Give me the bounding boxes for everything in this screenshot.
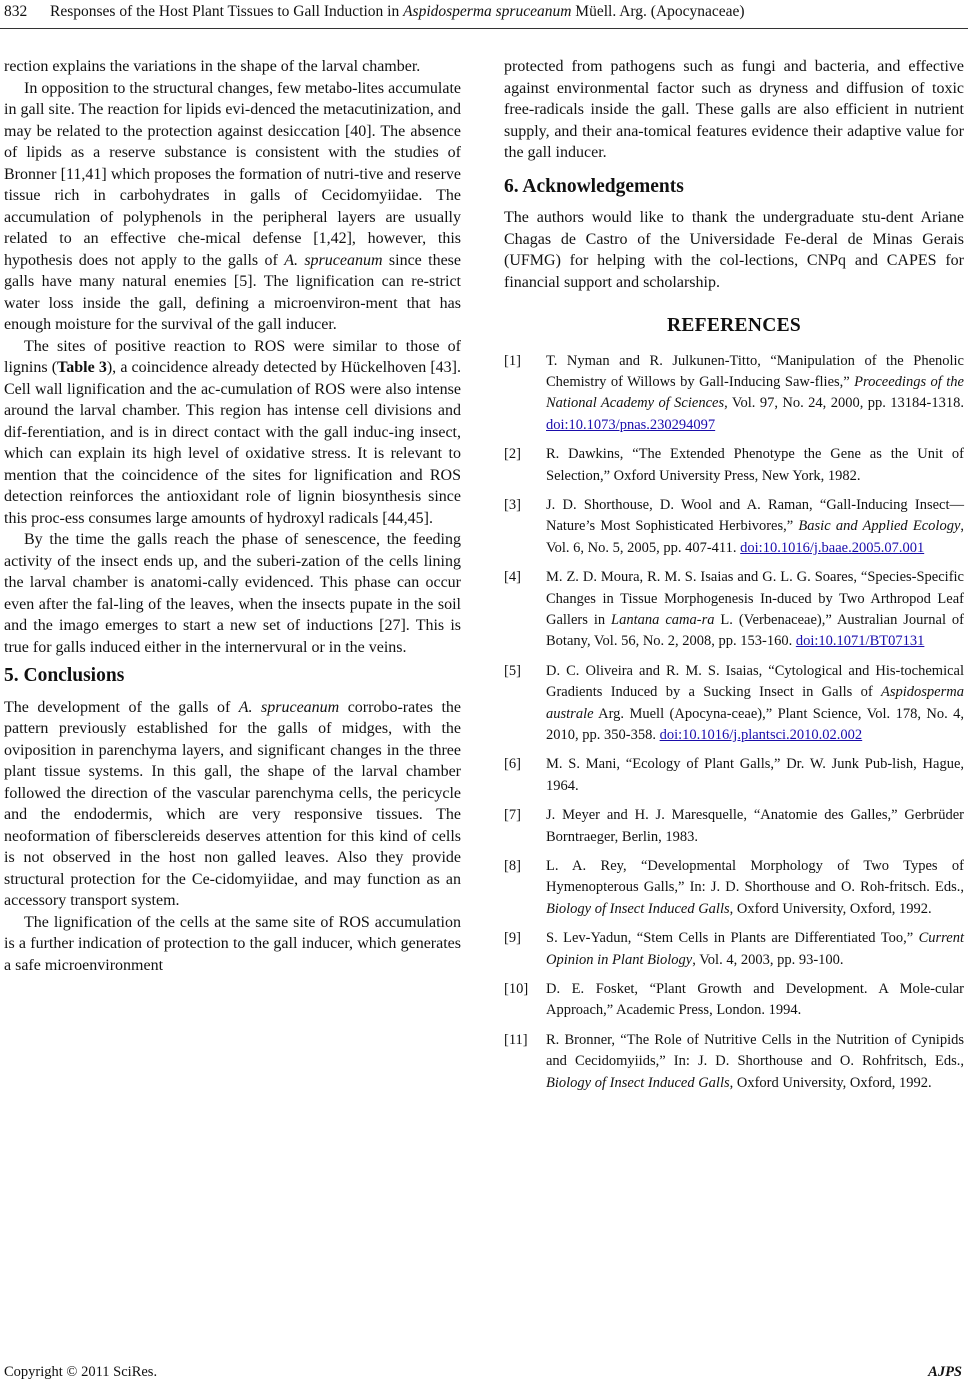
left-column <box>4 56 461 976</box>
running-title <box>50 3 745 21</box>
header-rule <box>0 28 968 29</box>
paragraph: The sites of positive reaction to ROS were similar to those of lignins (Table 3), a coincidence already detected by Hückelhoven [43]. Cell wall lignification and the ac-cumulation of ROS were also intense around the larval chamber. This region has intense cell divisions and dif-ferentiation, and is in direct contact with the gall induc-ing insect, which can explain its high level of oxidative stress. It is relevant to mention that the coincidence of the sites for lignification and ROS detection reinforces the antioxidant role of lignin biosynthesis since this proc-ess consumes large amounts of hydroxyl radicals [44,45]. <box>4 337 462 527</box>
reference-item: [3] J. D. Shorthouse, D. Wool and A. Raman, “Gall-Inducing Insect—Nature’s Most Sophisticated Herbivores,” Basic and Applied Ecology, Vol. 6, No. 5, 2005, pp. 407-411. doi:10.1016/j.baae.2005.07.001 <box>504 496 965 556</box>
paragraph: protected from pathogens such as fungi and bacteria, and effective against environmental factor such as dryness and diffusion of toxic free-radicals inside the gall. These galls are also efficient in nutrient supply, and their ana-tomical features evidence their adaptive value for the gall inducer. <box>504 58 964 161</box>
reference-item: [1] T. Nyman and R. Julkunen-Titto, “Manipulation of the Phenolic Chemistry of Willows by Gall-Inducing Saw-flies,” Proceedings of the National Academy of Sciences, Vol. 97, No. 24, 2000, pp. 13184-1318. doi:10.1073/pnas.230294097 <box>504 352 965 433</box>
reference-item: [6] M. S. Mani, “Ecology of Plant Galls,” Dr. W. Junk Pub-lish, Hague, 1964. <box>504 756 964 794</box>
running-title-species: Aspidosperma spruceanum <box>403 3 572 20</box>
paragraph: The authors would like to thank the undergraduate stu-dent Ariane Chagas de Castro of the Universidade Fe-deral de Minas Gerais (UFMG) for helping with the col-lections, CNPq and CAPES for financial support and scholarship. <box>504 209 964 291</box>
section-heading-conclusions: 5. Conclusions <box>4 665 125 686</box>
copyright: Copyright © 2011 SciRes. <box>4 1364 158 1380</box>
reference-number: [11] <box>504 1031 528 1048</box>
reference-number: [1] <box>504 352 521 369</box>
reference-item: [9] S. Lev-Yadun, “Stem Cells in Plants are Differentiated Too,” Current Opinion in Plant Biology, Vol. 4, 2003, pp. 93-100. <box>504 930 964 968</box>
reference-number: [10] <box>504 981 529 998</box>
references-heading: REFERENCES <box>666 315 802 336</box>
reference-number: [7] <box>504 807 521 824</box>
reference-item: [2] R. Dawkins, “The Extended Phenotype the Gene as the Unit of Selection,” Oxford University Press, New York, 1982. <box>504 446 964 484</box>
paragraph: The lignification of the cells at the same site of ROS accumulation is a further indication of protection to the gall inducer, which generates a safe microenvironment <box>4 913 461 974</box>
reference-number: [3] <box>504 496 521 513</box>
journal-name: AJPS <box>928 1364 962 1380</box>
reference-number: [9] <box>504 930 521 947</box>
reference-number: [8] <box>504 858 521 875</box>
reference-item: [5] D. C. Oliveira and R. M. S. Isaias, “Cytological and His-tochemical Gradients Induced by a Sucking Insect in Galls of Aspidosperma australe Arg. Muell (Apocyna-ceae),” Plant Science, Vol. 178, No. 4, 2010, pp. 350-358. doi:10.1016/j.plantsci.2010.02.002 <box>504 662 964 743</box>
reference-number: [5] <box>504 662 521 679</box>
section-heading-acknowledgements: 6. Acknowledgements <box>504 175 684 197</box>
reference-list <box>504 351 964 1095</box>
table-reference: Table 3 <box>57 359 107 376</box>
paragraph: In opposition to the structural changes, few metabo-lites accumulate in gall site. The reaction for lipids evi-denced the metacutinization, and may be related to the protection against desiccation [40]. The absence of lipids as a reserve substance is consistent with the studies of Bronner [11,41] which proposes the formation of nutri-tive and reserve tissue rich in carbohydrates in galls of Cecidomyiidae. The accumulation of polyphenols in the peripheral layers are usually related to an effective che-mical defense [1,42], however, this hypothesis does not apply to the galls of A. spruceanum since these galls have many natural enemies [5]. The lignification can re-strict water loss inside the gall, defining a microenviron-ment that has enough moisture for the survival of the gall inducer. <box>4 79 461 333</box>
doi-link[interactable]: doi:10.1073/pnas.230294097 <box>546 416 716 433</box>
reference-item: [10] D. E. Fosket, “Plant Growth and Development. A Mole-cular Approach,” Academic Press, London. 1994. <box>504 981 964 1019</box>
doi-link[interactable]: doi:10.1016/j.plantsci.2010.02.002 <box>659 727 863 743</box>
reference-number: [4] <box>504 569 521 586</box>
doi-link[interactable]: doi:10.1016/j.baae.2005.07.001 <box>740 539 925 556</box>
right-column <box>504 56 964 1102</box>
reference-number: [2] <box>504 446 521 463</box>
paragraph: By the time the galls reach the phase of senescence, the feeding activity of the insect ends up, and the suberi-zation of the cells lining the larval chamber is anatomi-cally evidenced. This phase can occur even after the fal-ling of the leaves, when the insects pupate in the soil and the imago emerges to start a new set of inductions [27]. This is true for galls induced either in the internervural or in the veins. <box>4 531 461 656</box>
running-title-authority: Müell. Arg. (Apocynaceae) <box>571 3 745 20</box>
page-header <box>0 3 968 25</box>
paragraph: The development of the galls of A. spruceanum corrobo-rates the pattern previously established for the galls of midges, with the oviposition in parenchyma layers, and significant changes in the three plant tissue systems. In this gall, the shape of the larval chamber followed the direction of the vascular parenchyma cells, the pericycle and the endodermis, which are very responsive tissues. The neoformation of fibersclereids deserves attention for this kind of cells is not observed in the host non galled leaves. Also they provide structural protection for the Ce-cidomyiidae, and may function as an accessory transport system. <box>4 698 462 909</box>
reference-number: [6] <box>504 756 521 773</box>
page-number: 832 <box>4 3 28 20</box>
reference-item: [7] J. Meyer and H. J. Maresquelle, “Anatomie des Galles,” Gerbrüder Borntraeger, Berlin, 1983. <box>504 807 964 845</box>
doi-link[interactable]: doi:10.1071/BT07131 <box>795 633 925 650</box>
reference-item: [11] R. Bronner, “The Role of Nutritive Cells in the Nutrition of Cynipids and Cecidomyiids,” In: J. D. Shorthouse and O. Rohfritsch, Eds., Biology of Insect Induced Galls, Oxford University, Oxford, 1992. <box>504 1031 964 1091</box>
paragraph: rection explains the variations in the shape of the larval chamber. <box>4 58 421 75</box>
reference-item: [8] L. A. Rey, “Developmental Morphology of Two Types of Hymenopterous Galls,” In: J. D. Shorthouse and O. Roh-fritsch. Eds., Biology of Insect Induced Galls, Oxford University, Oxford, 1992. <box>504 858 964 917</box>
reference-item: [4] M. Z. D. Moura, R. M. S. Isaias and G. L. G. Soares, “Species-Specific Changes in Tissue Morphogenesis In-duced by Two Arthropod Leaf Gallers in Lantana cama-ra L. (Verbenaceae),” Australian Journal of Botany, Vol. 56, No. 2, 2008, pp. 153-160. doi:10.1071/BT07131 <box>504 569 964 650</box>
running-title-text: Responses of the Host Plant Tissues to Gall Induction in <box>50 3 404 20</box>
